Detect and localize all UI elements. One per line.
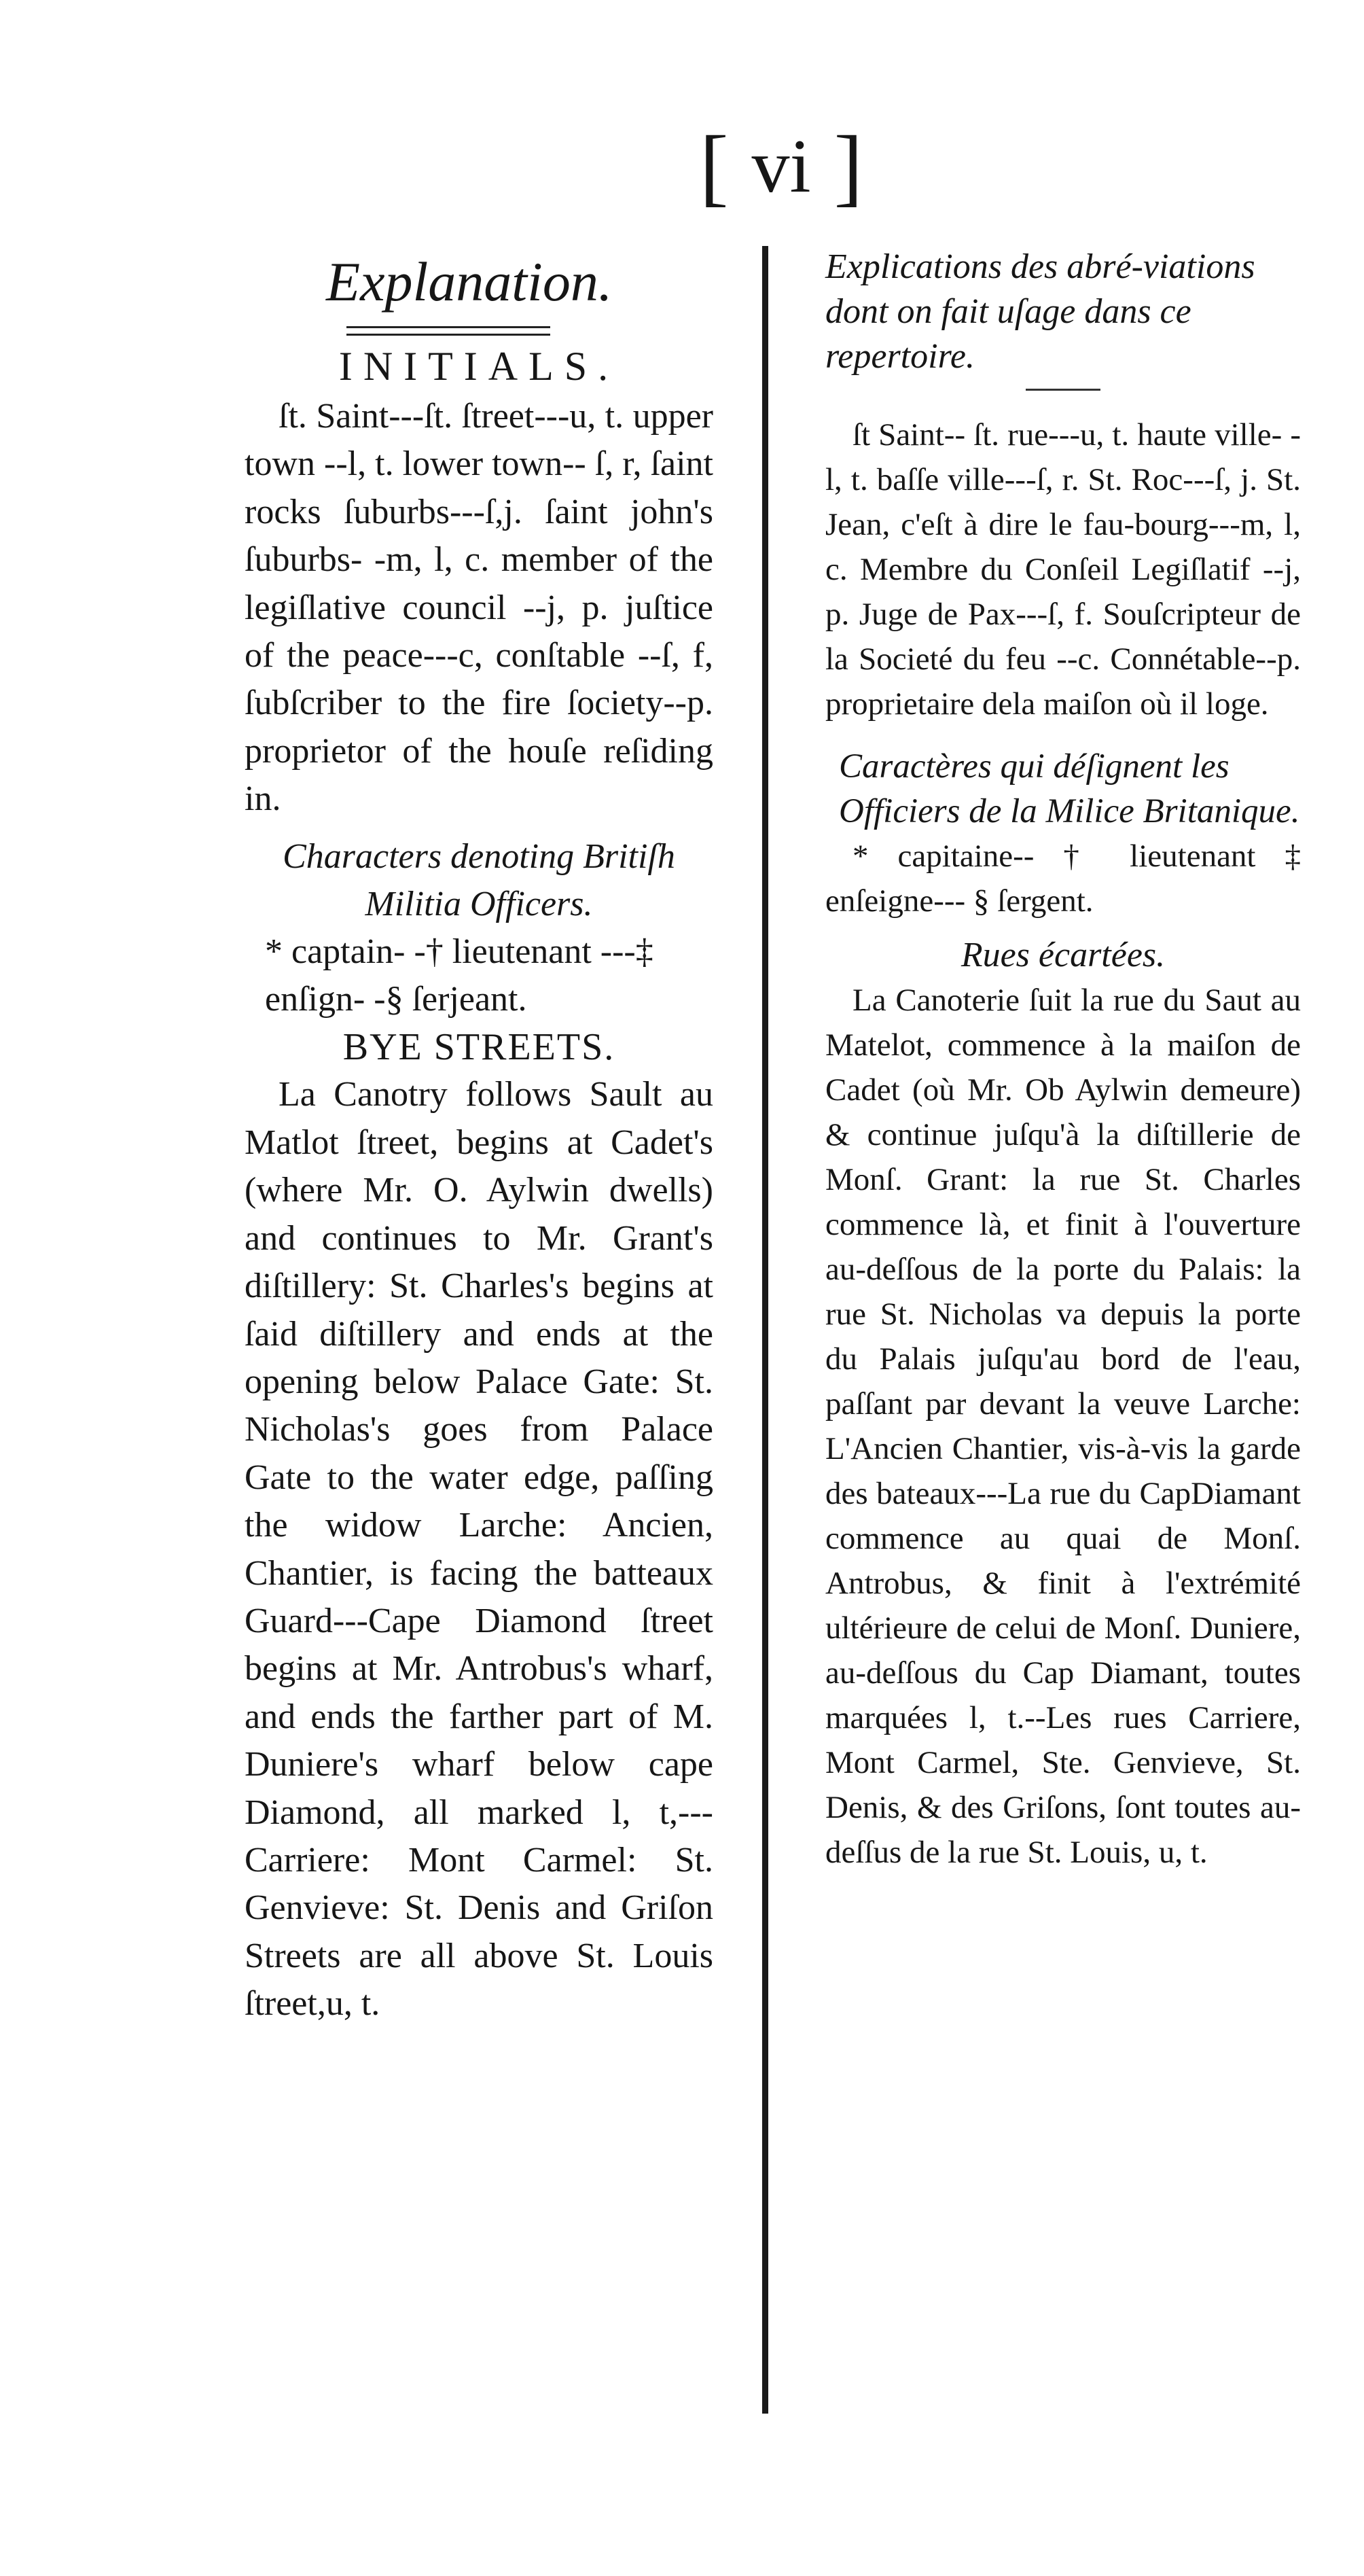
rues-heading: Rues écartées. — [961, 936, 1166, 974]
folio-number: vi — [751, 124, 811, 209]
left-bracket: [ — [699, 118, 729, 215]
french-initials-text: ſt Saint-- ſt. rue---u, t. haute ville- -l, t. baſſe ville---ſ, r. St. Roc---ſ, j. St. Jean, c'eſt à dire le fau-bourg---m, l, c. Membre du Conſeil Legiſlatif --j, p. Juge de Pax---ſ, f. Souſcripteur de la Societé du feu --c. Connétable--p. proprietaire dela maiſon où il loge. — [825, 417, 1301, 722]
english-column — [245, 245, 713, 2028]
rues-text: La Canoterie ſuit la rue du Saut au Matelot, commence à la maiſon de Cadet (où Mr. Ob Aylwin demeure) & continue juſqu'à la diſtillerie de Monſ. Grant: la rue St. Charles commence là, et finit à l'ouverture au-deſſous de la porte du Palais: la rue St. Nicholas va depuis la porte du Palais juſqu'au bord de l'eau, paſſant par devant la veuve Larche: L'Ancien Chantier, vis-à-vis la garde des bateaux---La rue du CapDiamant commence au quai de Monſ. Antrobus, & finit à l'extrémité ultérieure de celui de Monſ. Duniere, au-deſſous du Cap Diamant, toutes marquées l, t.--Les rues Carriere, Mont Carmel, Ste. Genvieve, St. Denis, & des Griſons, ſont toutes au-deſſus de la rue St. Louis, u, t. — [825, 983, 1301, 1870]
initials-text: ſt. Saint---ſt. ſtreet---u, t. upper town --l, t. lower town-- ſ, r, ſaint rocks ſuburbs---ſ,j. ſaint john's ſuburbs- -m, l, c. member of the legiſlative council --j, p. juſtice of the peace---c, conſtable --ſ, f, ſubſcriber to the fire ſociety--p. proprietor of the houſe reſiding in. — [245, 397, 713, 819]
initials-heading: INITIALS. — [338, 344, 620, 389]
militia-heading: Characters denoting Britiſh Militia Officers. — [283, 836, 675, 923]
title-ornament-rule — [346, 326, 550, 336]
intro-ornament-rule — [1026, 389, 1100, 395]
page-number — [652, 119, 910, 214]
french-militia-heading: Caractères qui déſignent les Officiers de la Milice Britanique. — [839, 747, 1300, 830]
column-divider — [762, 246, 768, 2414]
explanation-title: Explanation. — [326, 251, 613, 313]
bye-streets-heading: BYE STREETS. — [342, 1026, 615, 1069]
french-intro: Explications des abré-viations dont on fait uſage dans ce repertoire. — [825, 247, 1255, 376]
militia-ranks: * captain- -† lieutenant ---‡ enſign- -§ ſerjeant. — [265, 932, 653, 1019]
french-column — [825, 245, 1301, 1875]
bye-streets-text: La Canotry follows Sault au Matlot ſtreet, begins at Cadet's (where Mr. O. Aylwin dwells) and continues to Mr. Grant's diſtillery: St. Charles's begins at ſaid diſtillery and ends at the opening below Palace Gate: St. Nicholas's goes from Palace Gate to the water edge, paſſing the widow Larche: Ancien, Chantier, is facing the batteaux Guard---Cape Diamond ſtreet begins at Mr. Antrobus's wharf, and ends the farther part of M. Duniere's wharf below cape Diamond, all marked l, t,---Carriere: Mont Carmel: St. Genvieve: St. Denis and Griſon Streets are all above St. Louis ſtreet,u, t. — [245, 1075, 713, 2024]
french-militia-ranks: * capitaine-- † lieutenant ‡ enſeigne--- § ſergent. — [825, 839, 1301, 919]
right-bracket: ] — [833, 118, 863, 215]
